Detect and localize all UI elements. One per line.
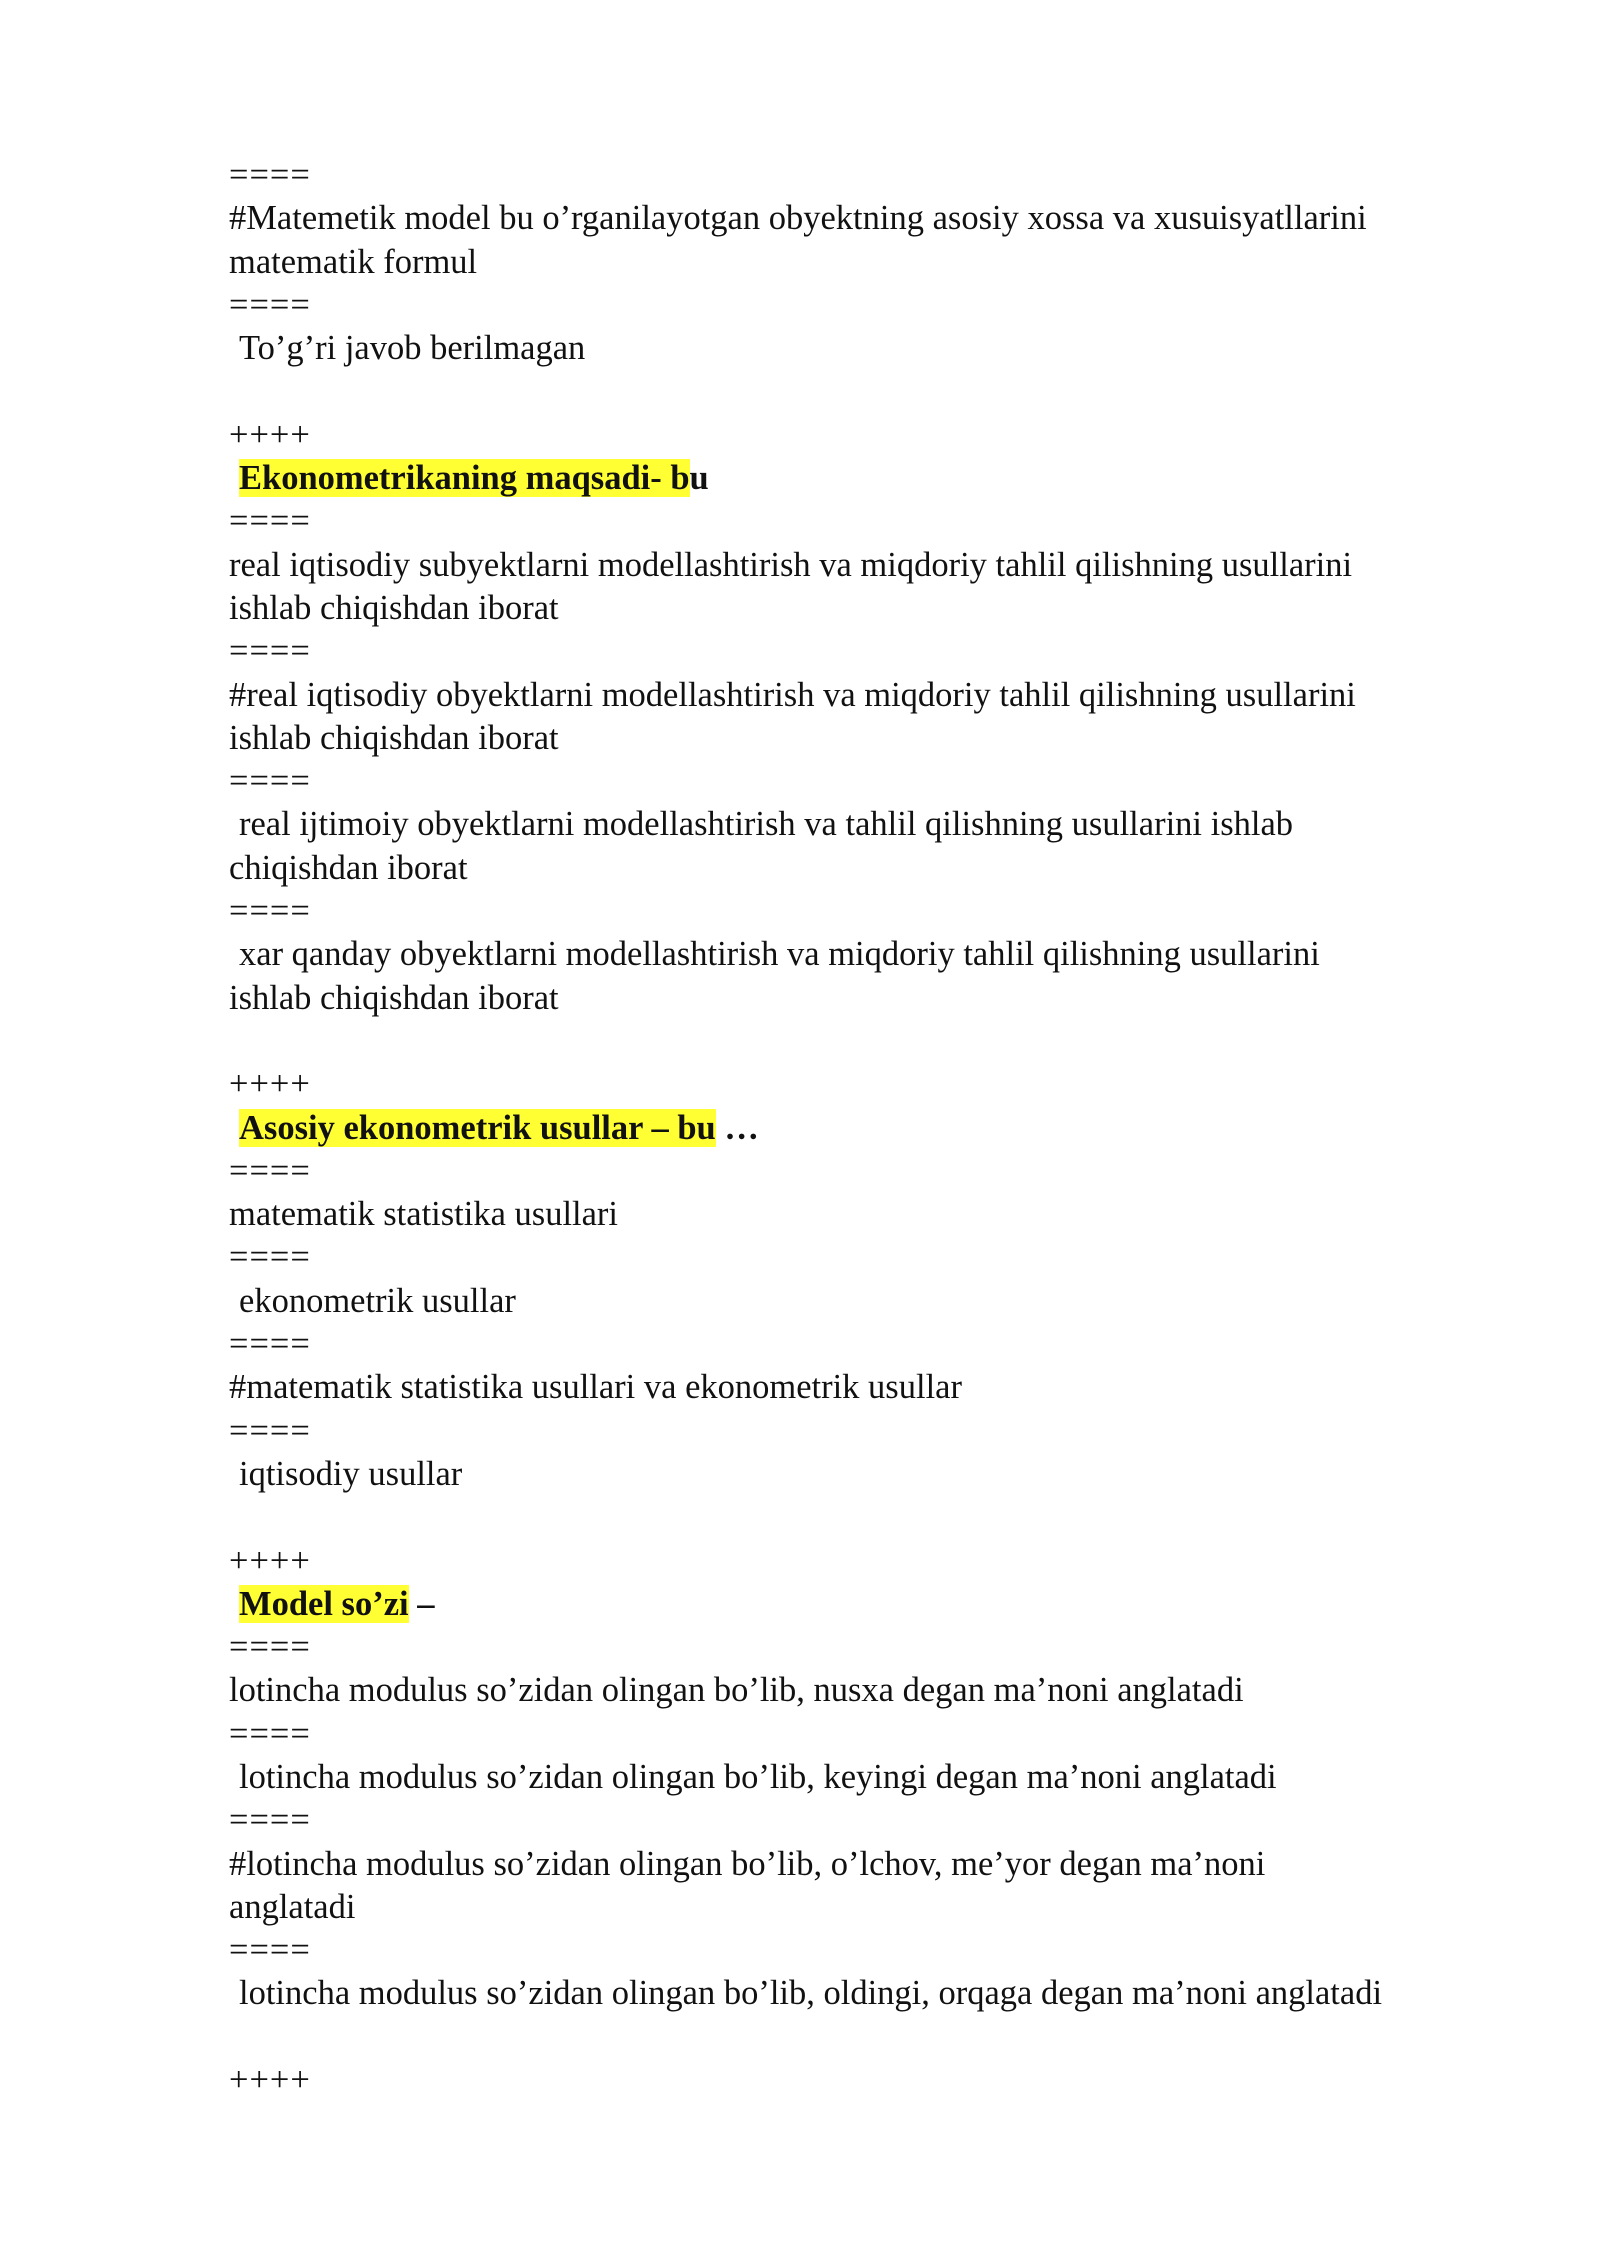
blank-line bbox=[229, 370, 1529, 413]
question-highlight: Ekonometrikaning maqsadi- b bbox=[239, 459, 690, 498]
question-title bbox=[229, 1583, 1529, 1626]
answer-separator: ==== bbox=[229, 156, 311, 194]
answer-line: #Matemetik model bu o’rganilayotgan obyektning asosiy xossa va xusuisyatllarini bbox=[229, 199, 1367, 238]
answer-line: To’g’ri javob berilmagan bbox=[239, 329, 586, 368]
answer-separator: ==== bbox=[229, 1151, 311, 1190]
answer-separator: ==== bbox=[229, 1714, 311, 1753]
question-separator: ++++ bbox=[229, 1065, 311, 1104]
answer-separator: ==== bbox=[229, 1238, 311, 1277]
answer-separator: ==== bbox=[229, 892, 311, 931]
answer-line: real iqtisodiy subyektlarni modellashtirish va miqdoriy tahlil qilishning usullarini bbox=[229, 545, 1353, 584]
question-highlight: Model so’zi bbox=[239, 1584, 409, 1623]
answer-separator: ==== bbox=[229, 632, 311, 671]
answer-line: #real iqtisodiy obyektlarni modellashtirish va miqdoriy tahlil qilishning usullarini bbox=[229, 675, 1356, 714]
answer-line: lotincha modulus so’zidan olingan bo’lib, keyingi degan ma’noni anglatadi bbox=[239, 1757, 1277, 1796]
answer-separator: ==== bbox=[229, 285, 311, 324]
answer-line: xar qanday obyektlarni modellashtirish va miqdoriy tahlil qilishning usullarini bbox=[239, 935, 1320, 974]
answer-line: lotincha modulus so’zidan olingan bo’lib, oldingi, orqaga degan ma’noni anglatadi bbox=[239, 1974, 1383, 2013]
question-title-rest: … bbox=[715, 1108, 759, 1147]
answer-line: matematik formul bbox=[229, 242, 478, 281]
answer-separator: ==== bbox=[229, 1801, 311, 1840]
answer-line: ishlab chiqishdan iborat bbox=[229, 978, 559, 1017]
answer-separator: ==== bbox=[229, 1931, 311, 1970]
answer-separator: ==== bbox=[229, 1628, 311, 1667]
answer-line: ekonometrik usullar bbox=[239, 1281, 516, 1320]
blank-line bbox=[229, 1020, 1529, 1063]
answer-separator: ==== bbox=[229, 762, 311, 801]
question-title-rest: – bbox=[408, 1584, 435, 1623]
question-title-rest: u bbox=[689, 459, 709, 498]
answer-line: anglatadi bbox=[229, 1887, 356, 1926]
question-separator: ++++ bbox=[229, 415, 311, 454]
answer-line: matematik statistika usullari bbox=[229, 1195, 619, 1234]
answer-line: real ijtimoiy obyektlarni modellashtirish va tahlil qilishning usullarini ishlab bbox=[239, 805, 1294, 844]
blank-line bbox=[229, 1496, 1529, 1539]
answer-line: lotincha modulus so’zidan olingan bo’lib, nusxa degan ma’noni anglatadi bbox=[229, 1671, 1244, 1710]
answer-line: iqtisodiy usullar bbox=[239, 1454, 463, 1493]
question-title bbox=[229, 1107, 1529, 1150]
answer-separator: ==== bbox=[229, 1411, 311, 1450]
answer-line: ishlab chiqishdan iborat bbox=[229, 718, 559, 757]
document-page bbox=[229, 154, 1529, 2102]
answer-separator: ==== bbox=[229, 502, 311, 541]
answer-line: #matematik statistika usullari va ekonometrik usullar bbox=[229, 1368, 962, 1407]
answer-line: #lotincha modulus so’zidan olingan bo’lib, o’lchov, me’yor degan ma’noni bbox=[229, 1844, 1266, 1883]
question-separator: ++++ bbox=[229, 1541, 311, 1580]
question-title bbox=[229, 457, 1529, 500]
blank-line bbox=[229, 2016, 1529, 2059]
question-highlight: Asosiy ekonometrik usullar – bu bbox=[239, 1108, 716, 1147]
answer-line: chiqishdan iborat bbox=[229, 848, 468, 887]
question-separator: ++++ bbox=[229, 2061, 311, 2100]
answer-line: ishlab chiqishdan iborat bbox=[229, 588, 559, 627]
answer-separator: ==== bbox=[229, 1325, 311, 1364]
